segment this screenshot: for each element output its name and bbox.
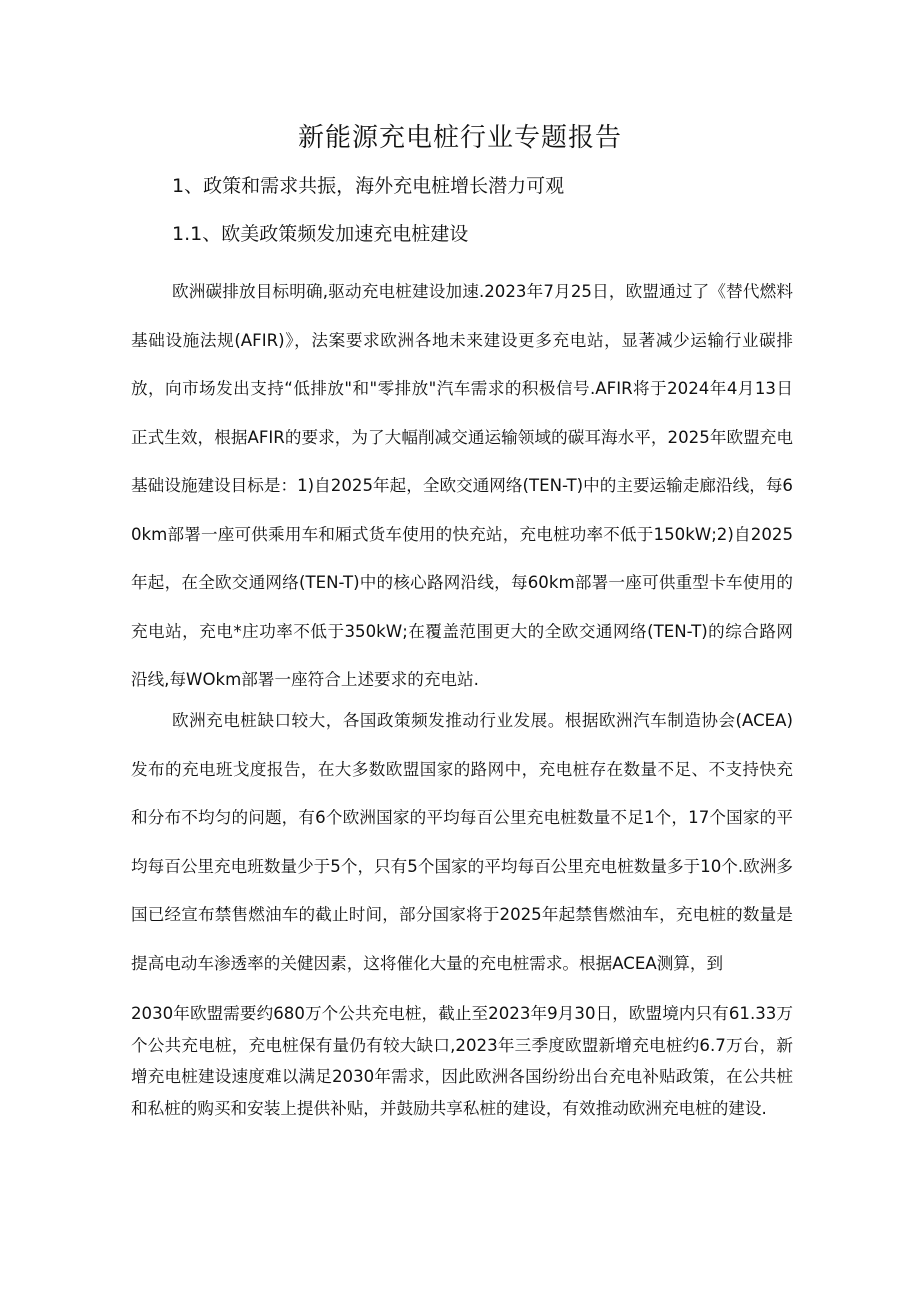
- paragraph-policy: 欧洲碳排放目标明确,驱动充电桩建设加速.2023年7月25日，欧盟通过了《替代燃料基础设施法规(AFIR)》，法案要求欧洲各地未来建设更多充电站，显著减少运输行业碳排放，向市场发出支持“低排放"和"零排放"汽车需求的积极信号.AFIR将于2024年4月13日正式生效，根据AFIR的要求，为了大幅削减交通运输领域的碳耳海水平，2025年欧盟充电基础设施建设目标是：1)自2025年起，全欧交通网络(TEN-T)中的主要运输走廊沿线，每60km部署一座可供乘用车和厢式货车使用的快充站，充电桩功率不低于150kW;2)自2025年起，在全欧交通网络(TEN-T)中的核心路网沿线，每60km部署一座可供重型卡车使用的充电站，充电*庄功率不低于350kW;在覆盖范围更大的全欧交通网络(TEN-T)的综合路网沿线,每WOkm部署一座符合上述要求的充电站.: [131, 282, 793, 689]
- paragraph-demand: 2030年欧盟需要约680万个公共充电桩，截止至2023年9月30日，欧盟境内只有61.33万个公共充电桩，充电桩保有量仍有较大缺口,2023年三季度欧盟新增充电桩约6.7万台，新增充电桩建设速度难以满足2030年需求，因此欧洲各国纷纷出台充电补贴政策，在公共桩和私桩的购买和安装上提供补贴，并鼓励共享私桩的建设，有效推动欧洲充电桩的建设.: [131, 1004, 793, 1118]
- paragraph-gap: 欧洲充电桩缺口较大，各国政策频发推动行业发展。根据欧洲汽车制造协会(ACEA)发布的充电班戈度报告，在大多数欧盟国家的路网中，充电桩存在数量不足、不支持快充和分布不均匀的问题，有6个欧洲国家的平均每百公里充电桩数量不足1个，17个国家的平均每百公里充电班数量少于5个，只有5个国家的平均每百公里充电桩数量多于10个.欧洲多国已经宣布禁售燃油车的截止时间，部分国家将于2025年起禁售燃油车，充电桩的数量是提高电动车渗透率的关健因素，这将催化大量的充电桩需求。根据ACEA测算，到: [131, 711, 793, 973]
- section-heading: 1、政策和需求共振，海外充电桩增长潜力可观: [172, 175, 565, 197]
- document-title: 新能源充电桩行业专题报告: [297, 123, 622, 153]
- subsection-heading: 1.1、欧美政策频发加速充电桩建设: [172, 223, 469, 245]
